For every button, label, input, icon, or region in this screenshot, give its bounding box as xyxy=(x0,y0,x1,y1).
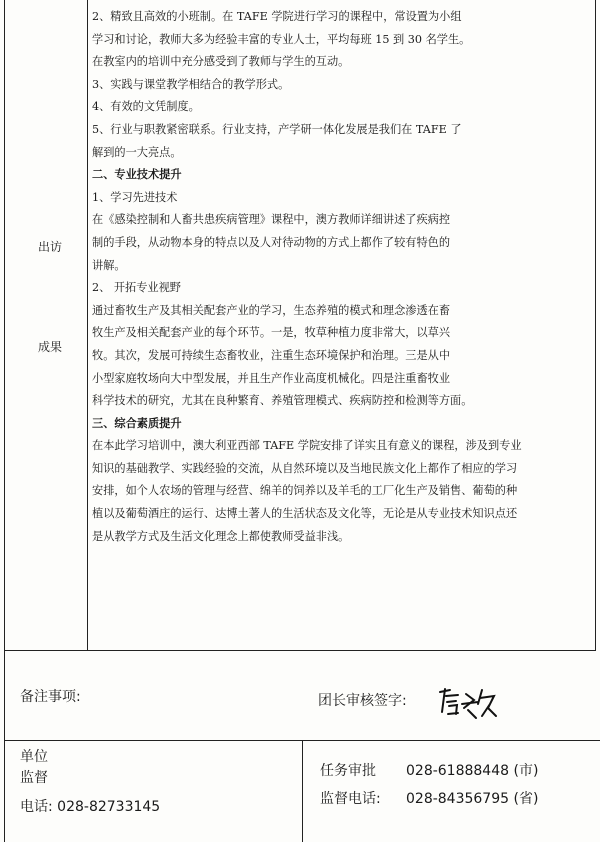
body-line: 3、实践与课堂教学相结合的教学形式。 xyxy=(92,77,290,91)
section-heading: 二、专业技术提升 xyxy=(92,168,182,182)
unit-phone: 电话: 028-82733145 xyxy=(20,799,161,815)
content-bottom-border xyxy=(4,650,596,651)
body-line: 安排，如个人农场的管理与经营、绵羊的饲养以及羊毛的工厂化生产及销售、葡萄的种 xyxy=(92,484,518,498)
task-approval-label: 任务审批 xyxy=(320,763,376,779)
remarks-label: 备注事项: xyxy=(20,689,81,705)
body-line: 讲解。 xyxy=(92,258,126,272)
body-line: 小型家庭牧场向大中型发展，并且生产作业高度机械化。四是注重畜牧业 xyxy=(92,371,451,385)
results-body-text xyxy=(92,6,597,548)
unit-label-line2: 监督 xyxy=(20,770,48,786)
supervision-phone: 028-84356795 (省) xyxy=(406,791,539,807)
body-line: 5、行业与职教紧密联系。行业支持，产学研一体化发展是我们在 TAFE 了 xyxy=(92,122,462,136)
body-line: 1、学习先进技术 xyxy=(92,190,178,204)
table-left-border xyxy=(4,0,5,842)
body-line: 4、有效的文凭制度。 xyxy=(92,100,200,114)
body-line: 植以及葡萄酒庄的运行、达博土著人的生活状态及文化等，无论是从专业技术知识点还 xyxy=(92,507,518,521)
body-line: 是从教学方式及生活文化理念上都使教师受益非浅。 xyxy=(92,529,350,543)
body-line: 2、精致且高效的小班制。在 TAFE 学院进行学习的课程中，常设置为小组 xyxy=(92,10,462,23)
side-label-results: 成果 xyxy=(38,340,63,354)
body-line: 科学技术的研究，尤其在良种繁育、养殖管理模式、疾病防控和检测等方面。 xyxy=(92,394,473,408)
unit-label-line1: 单位 xyxy=(20,749,48,765)
body-line: 牧。其次，发展可持续生态畜牧业，注重生态环境保护和治理。三是从中 xyxy=(92,348,451,362)
body-line: 通过畜牧生产及其相关配套产业的学习，生态养殖的模式和理念渗透在畜 xyxy=(92,303,451,317)
body-line: 解到的一大亮点。 xyxy=(92,145,182,159)
footer-column-divider xyxy=(302,740,303,842)
body-line: 知识的基础教学、实践经验的交流，从自然环境以及当地民族文化上都作了相应的学习 xyxy=(92,461,518,475)
handwritten-signature xyxy=(434,684,500,720)
body-line: 学习和讨论，教师大多为经验丰富的专业人士，平均每班 15 到 30 名学生。 xyxy=(92,32,471,46)
label-column-divider xyxy=(87,0,88,650)
body-line: 牧生产及相关配套产业的每个环节。一是，牧草种植力度非常大，以草兴 xyxy=(92,326,451,340)
leader-sign-label: 团长审核签字: xyxy=(318,693,407,709)
body-line: 在《感染控制和人畜共患疾病管理》课程中，澳方教师详细讲述了疾病控 xyxy=(92,213,451,227)
body-line: 在本此学习培训中，澳大利亚西部 TAFE 学院安排了详实且有意义的课程，涉及到专业 xyxy=(92,439,522,453)
body-line: 2、 开拓专业视野 xyxy=(92,281,181,295)
section-heading: 三、综合素质提升 xyxy=(92,416,182,430)
supervision-phone-label: 监督电话: xyxy=(320,791,381,807)
side-label-visit: 出访 xyxy=(38,240,63,254)
task-approval-phone: 028-61888448 (市) xyxy=(406,763,539,779)
body-line: 制的手段，从动物本身的特点以及人对待动物的方式上都作了较有特色的 xyxy=(92,235,451,249)
body-line: 在教室内的培训中充分感受到了教师与学生的互动。 xyxy=(92,55,350,69)
